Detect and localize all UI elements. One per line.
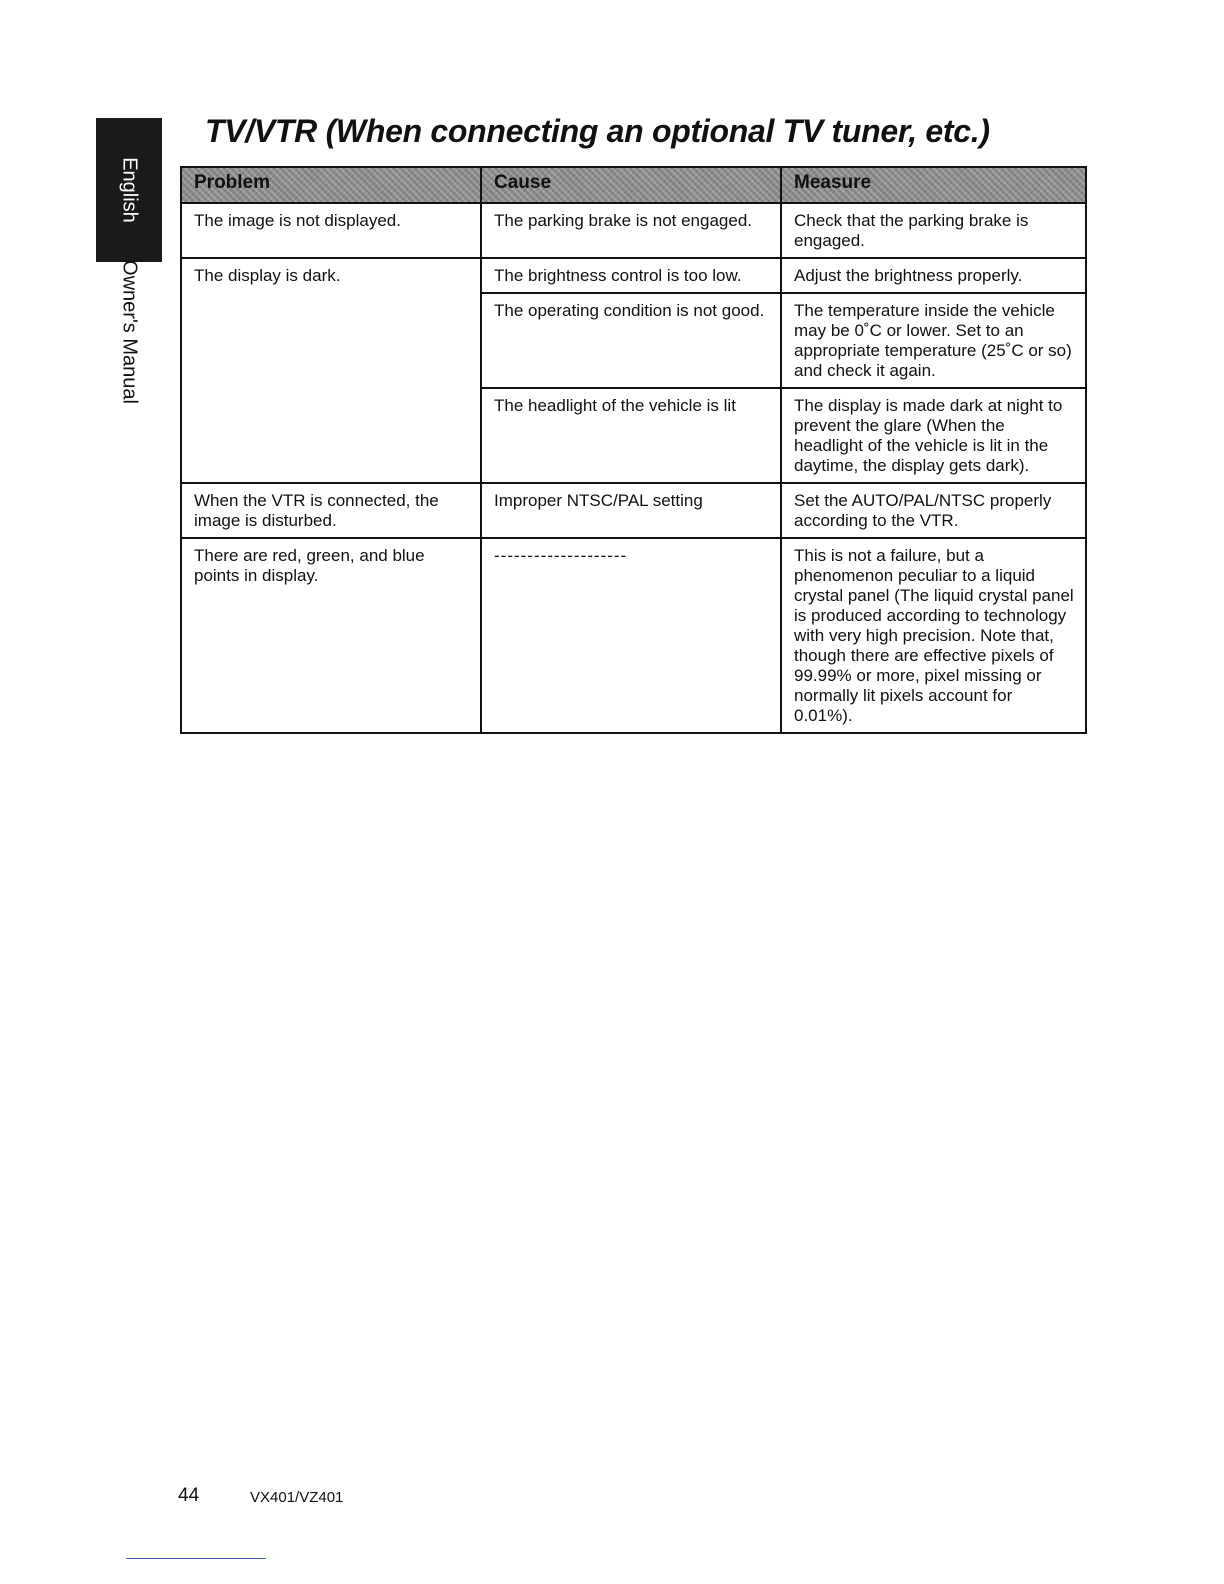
model-code: VX401/VZ401 [250, 1489, 344, 1506]
table-row [181, 258, 1086, 293]
header-problem: Problem [181, 167, 481, 203]
header-measure: Measure [781, 167, 1086, 203]
cause-cell: The headlight of the vehicle is lit [481, 388, 781, 483]
cause-cell: Improper NTSC/PAL setting [481, 483, 781, 538]
cause-cell: The parking brake is not engaged. [481, 203, 781, 258]
footer-rule [126, 1558, 266, 1559]
problem-cell: There are red, green, and blue points in display. [181, 538, 481, 733]
problem-cell: The display is dark. [181, 258, 481, 483]
troubleshooting-table [180, 166, 1087, 734]
cause-cell: The brightness control is too low. [481, 258, 781, 293]
problem-cell: The image is not displayed. [181, 203, 481, 258]
measure-cell: Adjust the brightness properly. [781, 258, 1086, 293]
measure-cell: The temperature inside the vehicle may be 0˚C or lower. Set to an appropriate temperature (25˚C or so) and check it again. [781, 293, 1086, 388]
table-row [181, 483, 1086, 538]
manual-tab [96, 262, 162, 402]
cause-cell: The operating condition is not good. [481, 293, 781, 388]
table-row [181, 538, 1086, 733]
measure-cell: This is not a failure, but a phenomenon peculiar to a liquid crystal panel (The liquid crystal panel is produced according to technology with very high precision. Note that, though there are effective pixels of 99.99% or more, pixel missing or normally lit pixels account for 0.01%). [781, 538, 1086, 733]
language-tab [96, 118, 162, 262]
language-tab-label: English [118, 157, 141, 223]
measure-cell: The display is made dark at night to prevent the glare (When the headlight of the vehicle is lit in the daytime, the display gets dark). [781, 388, 1086, 483]
page-number: 44 [178, 1485, 200, 1506]
table-header-row [181, 167, 1086, 203]
measure-cell: Check that the parking brake is engaged. [781, 203, 1086, 258]
table-row [181, 203, 1086, 258]
page-title: TV/VTR (When connecting an optional TV tuner, etc.) [205, 113, 990, 149]
problem-cell: When the VTR is connected, the image is disturbed. [181, 483, 481, 538]
cause-cell: -------------------- [481, 538, 781, 733]
header-cause: Cause [481, 167, 781, 203]
manual-tab-label: Owner's Manual [118, 260, 141, 404]
measure-cell: Set the AUTO/PAL/NTSC properly according to the VTR. [781, 483, 1086, 538]
